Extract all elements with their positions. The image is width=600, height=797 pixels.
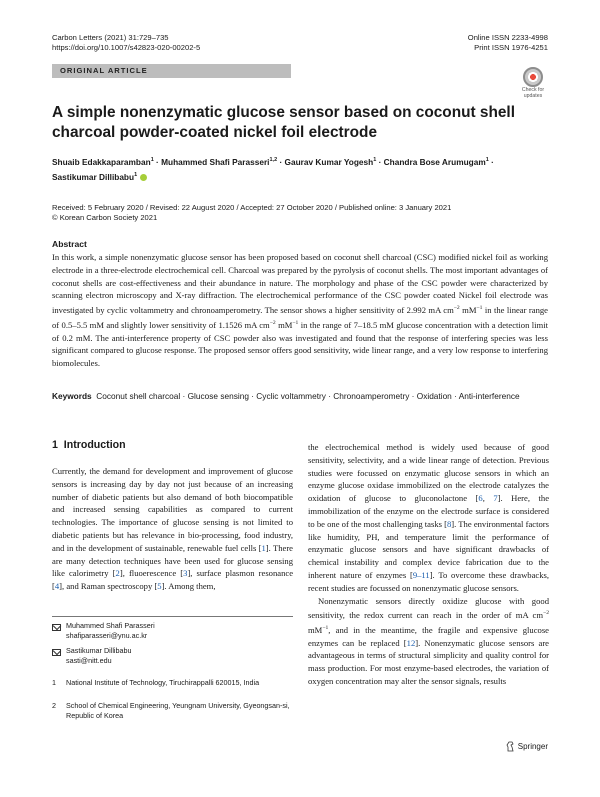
springer-horse-icon	[506, 741, 515, 752]
abstract-part: mM	[459, 305, 477, 316]
keywords-text: Coconut shell charcoal · Glucose sensing · Cyclic voltammetry · Chronoamperometry · Oxidation · Anti-interference	[96, 391, 520, 401]
intro-paragraph	[308, 595, 549, 688]
abstract-text	[52, 251, 548, 370]
print-issn: Print ISSN 1976-4251	[474, 43, 548, 52]
author-name[interactable]: Shuaib Edakkaparamban	[52, 156, 151, 167]
envelope-icon	[52, 624, 61, 631]
text-run: ]. There are many detection techniques have been used for glucose sensing like calorimetry [	[52, 542, 293, 579]
abstract-part: mM	[275, 319, 293, 330]
citation-link[interactable]: 2	[115, 568, 120, 579]
citation-link[interactable]: 4	[54, 581, 60, 592]
abstract-part: in the range of 7–18.5 mM glucose concentration with a detection limit of 0.2 mM. The anti-interference property of CSC powder also was investigated and found that the response of interfering species was less significant compared to glucose response. The proposed sensor offers good sensitivity, wide linear range, and a very low response to interfering biomolecules.	[52, 319, 548, 369]
text-run: ], and Raman spectroscopy [	[59, 581, 158, 592]
orcid-icon[interactable]	[140, 174, 147, 181]
online-issn: Online ISSN 2233-4998	[467, 33, 548, 42]
affiliation-number: 1	[52, 678, 56, 687]
check-updates-label: Check for updates	[521, 87, 545, 99]
article-history	[52, 203, 451, 222]
keywords-label: Keywords	[52, 391, 92, 401]
text-run: , and in the meantime, the fragile and expensive glucose enzymes can be replaced [	[308, 624, 549, 648]
keywords-block	[52, 391, 548, 403]
corresponding-author-2	[66, 646, 132, 665]
unit-exponent: −1	[476, 305, 483, 312]
unit-exponent: −2	[543, 610, 549, 617]
text-run: ]. The environmental factors like humidity, PH, and temperature limit the performance of enzymatic glucose sensors and have significant drawbacks of chemical instability and complex device fabrication due to the inherent nature of enzymes [	[308, 518, 549, 580]
text-run: the electrochemical method is widely used because of good sensitivity, selectivity, and a wide linear range of detection. Previous studies were focussed on enzymatic glucose sensors in which an enzyme glucose oxidase immobilized on the electrode catalyzes the oxidation of glucose to gluconolactone [	[308, 442, 549, 504]
text-run: mM	[308, 624, 323, 635]
text-run: ]. Among them,	[161, 581, 216, 592]
unit-exponent: −1	[322, 625, 329, 632]
citation-link[interactable]: 6	[478, 493, 483, 504]
section-title: Introduction	[63, 439, 126, 451]
author-affiliation-ref: 1	[134, 171, 138, 178]
author-name[interactable]: Chandra Bose Arumugam	[383, 156, 486, 167]
author-name[interactable]: Sastikumar Dillibabu	[52, 171, 135, 182]
intro-paragraph: the electrochemical method is widely used because of good sensitivity, selectivity, and a wide linear range of detection. Previous studies were focussed on enzymatic glucose sensors in which an enzyme glucose oxidase immobilized on the electrode catalyzes the oxidation of glucose to gluconolactone [6, 7]. Here, the immobilization of the enzyme on the electrode surface is considered to be one of the most challenging tasks [8]. The environmental factors like humidity, PH, and temperature limit the performance of enzymatic glucose sensors and have significant drawbacks of chemical instability and complex device fabrication due to the inherent nature of enzymes [9–11]. To overcome these drawbacks, recent studies are focussed on nonenzymatic glucose sensors.	[308, 442, 550, 593]
check-for-updates-button[interactable]	[519, 67, 547, 101]
author-affiliation-ref: 1	[373, 157, 377, 163]
intro-right-column	[308, 441, 549, 688]
section-number: 1	[52, 439, 58, 451]
citation-link[interactable]: 1	[261, 542, 266, 553]
abstract-part: In this work, a simple nonenzymatic glucose sensor has been proposed based on coconut shell charcoal (CSC) modified nickel foil as working electrode in a three-electrode electrochemical cell. Charcoal was prepared by the pyrolysis of coconut shells. The most important advantages of coconut shells are cost-effectiveness and their abundance in nature. The morphology and phase of the CSC powder were characterized by scanning electron microscopy and X-ray diffraction. The electrochemical performance of the CSC powder coated Nickel foil electrode was investigated by cyclic voltammetry and chronoamperometry. The sensor shows a higher sensitivity of 2.992 mA cm	[52, 252, 548, 316]
author-affiliation-ref: 1	[485, 157, 489, 163]
journal-header	[52, 33, 200, 53]
contact-email[interactable]: shafiparasseri@ynu.ac.kr	[66, 630, 148, 640]
article-title: A simple nonenzymatic glucose sensor based on coconut shell charcoal powder-coated nickel foil electrode	[52, 104, 515, 141]
text-run: ]. Nonenzymatic glucose sensors are advantageous in terms of structural simplicity and quality control for mass production. For most enzyme-based electrodes, the variation of oxygen concentration may alter the sensor signals, results	[308, 637, 549, 687]
citation-link[interactable]: 9–11	[412, 569, 430, 580]
issn-block	[468, 33, 548, 53]
contact-name: Sastikumar Dillibabu	[66, 646, 132, 655]
citation-link[interactable]: 3	[183, 568, 188, 579]
intro-left-column	[52, 465, 293, 593]
author-affiliation-ref: 1	[150, 157, 154, 163]
unit-exponent: −1	[292, 319, 299, 326]
author-affiliation-ref: 1,2	[269, 157, 278, 163]
received-dates: Received: 5 February 2020 / Revised: 22 August 2020 / Accepted: 27 October 2020 / Published online: 3 January 2021	[52, 203, 452, 212]
contact-email[interactable]: sasti@nitt.edu	[66, 655, 112, 665]
author-name[interactable]: Muhammed Shafi Parasseri	[161, 156, 270, 167]
text-run: Nonenzymatic sensors directly oxidize glucose with good sensitivity, the redox current can reach in the order of mA cm	[308, 595, 549, 621]
affiliation-2: School of Chemical Engineering, Yeungnam University, Gyeongsan-si, Republic of Korea	[66, 701, 290, 720]
text-run: ], fluoerescence [	[119, 568, 184, 579]
section-heading	[52, 439, 126, 451]
doi-link[interactable]: https://doi.org/10.1007/s42823-020-00202-5	[52, 43, 201, 52]
copyright-line: © Korean Carbon Society 2021	[52, 212, 158, 222]
citation-link[interactable]: 5	[157, 581, 162, 592]
affiliation-number: 2	[52, 701, 56, 710]
intro-paragraph	[52, 465, 293, 593]
citation-link[interactable]: 8	[446, 518, 452, 529]
affiliation-1: National Institute of Technology, Tiruchirappalli 620015, India	[66, 678, 260, 687]
publisher-name: Springer	[517, 742, 548, 751]
publisher-logo	[506, 741, 548, 752]
unit-exponent: −2	[453, 305, 460, 312]
author-name[interactable]: Gaurav Kumar Yogesh	[284, 156, 374, 167]
corresponding-author-1	[66, 621, 155, 640]
abstract-heading: Abstract	[52, 239, 87, 249]
author-list: Shuaib Edakkaparamban$^1$ · Muhammed Shafi Parasseri$^{1,2}$ · Gaurav Kumar Yogesh$^1$ · Chandra Bose Arumugam$^1$ · Sastikumar Dillibabu$^1$	[52, 156, 494, 182]
journal-citation: Carbon Letters (2021) 31:729–735	[52, 33, 169, 42]
citation-link[interactable]: 7	[493, 493, 498, 504]
footnote-divider	[52, 616, 293, 617]
contact-name: Muhammed Shafi Parasseri	[66, 621, 155, 630]
text-run: ]. Here, the immobilization of the enzyme on the electrode surface is considered to be one of the most challenging tasks [	[308, 493, 550, 529]
text-run: Currently, the demand for development and improvement of glucose sensors is increasing day by day not just because of an increasing number of diabetic patients but also demand of both biocompatible and increased sensing capabilities as compared to current technologies. The importance of glucose sensing is not limited to diabetic patients but has relevance in bio-processing, food industry, and in the development of sustainable, renewable fuel cells [	[52, 466, 293, 553]
unit-exponent: −2	[269, 319, 276, 326]
article-type-badge: ORIGINAL ARTICLE	[52, 64, 291, 78]
envelope-icon	[52, 649, 61, 656]
citation-link[interactable]: 12	[406, 637, 416, 648]
abstract-part: in the linear range of 0.5–5.5 mM and slightly lower sensitivity of 1.1526 mA cm	[52, 305, 548, 330]
text-run: ], surface plasmon resonance [	[52, 568, 294, 592]
check-updates-icon	[523, 67, 543, 87]
text-run: ]. To overcome these drawbacks, recent studies are focussed on nonenzymatic glucose sensors.	[308, 569, 550, 593]
